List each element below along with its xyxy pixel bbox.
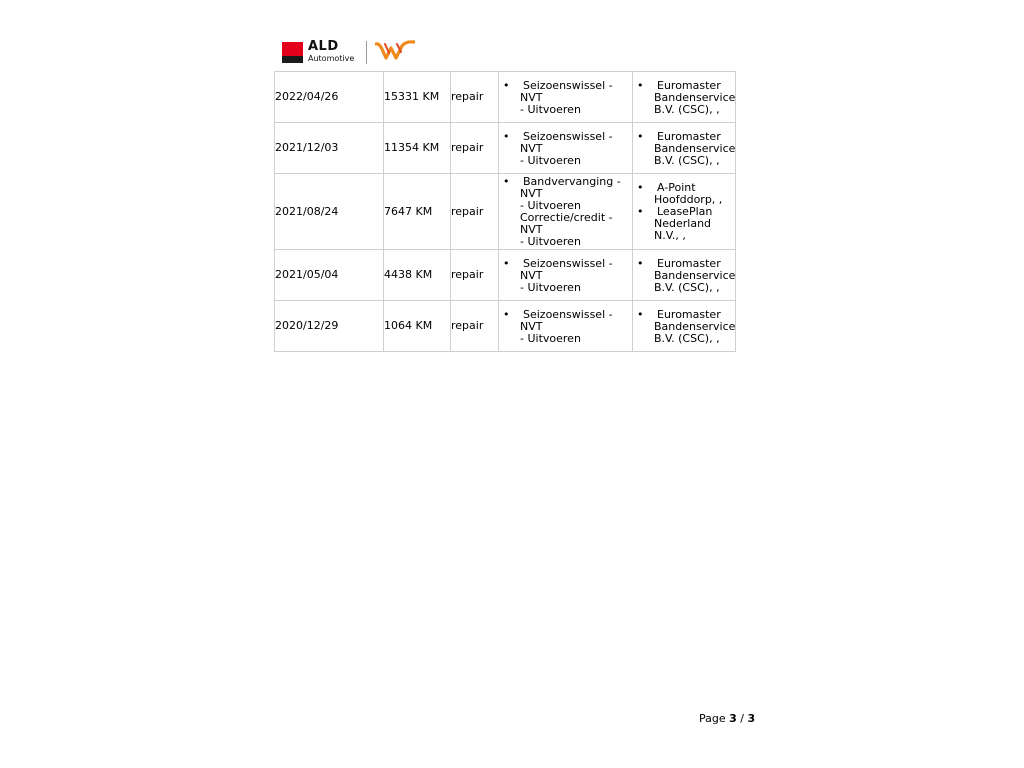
mileage-cell: 15331 KM: [384, 72, 451, 123]
supplier-cell-list: [633, 257, 735, 294]
page-separator: /: [740, 712, 745, 725]
list-item: [633, 182, 735, 206]
work-cell: [499, 250, 633, 301]
table-row: [275, 174, 736, 250]
supplier-cell: [633, 123, 736, 174]
list-item: [499, 258, 632, 294]
list-item-line: • Seizoenswissel -: [523, 256, 613, 270]
brand-name: ALD: [308, 39, 339, 54]
list-item-line: - Uitvoeren: [520, 102, 581, 116]
page-label: Page: [699, 712, 726, 725]
ald-logo-icon: [282, 42, 303, 63]
work-cell: [499, 301, 633, 352]
maintenance-history-table: [274, 71, 736, 352]
table-row: [275, 301, 736, 352]
supplier-cell-list: [633, 181, 735, 242]
list-item-line: Bandenservice: [654, 319, 736, 333]
total-pages: 3: [747, 712, 756, 725]
list-item-line: • A-Point: [657, 181, 696, 194]
supplier-cell: [633, 250, 736, 301]
mileage-cell: 7647 KM: [384, 174, 451, 250]
list-item-line: Correctie/credit -: [520, 211, 613, 224]
mileage-cell: 11354 KM: [384, 123, 451, 174]
list-item-line: B.V. (CSC), ,: [654, 153, 720, 167]
page-number: [699, 712, 755, 725]
date-cell: 2021/12/03: [275, 123, 384, 174]
list-item: [633, 258, 735, 294]
type-cell: repair: [451, 72, 499, 123]
list-item: [499, 309, 632, 345]
list-item-line: - Uitvoeren: [520, 199, 581, 212]
work-cell-list: [499, 79, 632, 116]
list-item-line: NVT: [520, 187, 543, 200]
w-logo-icon: [375, 40, 415, 64]
list-item-line: B.V. (CSC), ,: [654, 280, 720, 294]
current-page: 3: [729, 712, 737, 725]
list-item-line: B.V. (CSC), ,: [654, 331, 720, 345]
list-item-line: Bandenservice: [654, 268, 736, 282]
list-item-line: • Seizoenswissel -: [523, 129, 613, 143]
list-item-line: • Euromaster: [657, 78, 721, 92]
list-item-line: - Uitvoeren: [520, 280, 581, 294]
list-item-line: - Uitvoeren: [520, 153, 581, 167]
list-item: [633, 206, 735, 242]
list-item: [499, 131, 632, 167]
work-cell-list: [499, 257, 632, 294]
table-row: [275, 72, 736, 123]
brand-subtitle: Automotive: [308, 54, 355, 63]
type-cell: repair: [451, 123, 499, 174]
list-item-line: NVT: [520, 319, 543, 333]
work-cell: [499, 174, 633, 250]
list-item-line: - Uitvoeren: [520, 235, 581, 248]
work-cell: [499, 72, 633, 123]
list-item-line: NVT: [520, 90, 543, 104]
list-item-line: • Bandvervanging -: [523, 175, 621, 188]
work-cell-list: [499, 130, 632, 167]
list-item-line: • Seizoenswissel -: [523, 307, 613, 321]
work-cell-list: [499, 308, 632, 345]
list-item-line: • Euromaster: [657, 256, 721, 270]
list-item: [633, 131, 735, 167]
supplier-cell-list: [633, 79, 735, 116]
mileage-cell: 4438 KM: [384, 250, 451, 301]
list-item-line: - Uitvoeren: [520, 331, 581, 345]
list-item: [499, 176, 632, 248]
list-item-line: Bandenservice: [654, 90, 736, 104]
list-item-line: NVT: [520, 141, 543, 155]
list-item-line: • Seizoenswissel -: [523, 78, 613, 92]
date-cell: 2021/05/04: [275, 250, 384, 301]
list-item-line: Nederland: [654, 217, 712, 230]
list-item: [499, 80, 632, 116]
date-cell: 2020/12/29: [275, 301, 384, 352]
type-cell: repair: [451, 250, 499, 301]
page-header: [282, 40, 422, 66]
supplier-cell: [633, 72, 736, 123]
supplier-cell-list: [633, 308, 735, 345]
list-item-line: NVT: [520, 223, 543, 236]
type-cell: repair: [451, 174, 499, 250]
logo-divider: [366, 41, 367, 64]
work-cell: [499, 123, 633, 174]
supplier-cell: [633, 301, 736, 352]
list-item-line: • Euromaster: [657, 307, 721, 321]
type-cell: repair: [451, 301, 499, 352]
list-item-line: B.V. (CSC), ,: [654, 102, 720, 116]
work-cell-list: [499, 175, 632, 248]
supplier-cell-list: [633, 130, 735, 167]
list-item: [633, 309, 735, 345]
list-item: [633, 80, 735, 116]
list-item-line: N.V., ,: [654, 229, 686, 242]
supplier-cell: [633, 174, 736, 250]
list-item-line: Hoofddorp, ,: [654, 193, 723, 206]
table-row: [275, 250, 736, 301]
table-row: [275, 123, 736, 174]
mileage-cell: 1064 KM: [384, 301, 451, 352]
list-item-line: Bandenservice: [654, 141, 736, 155]
list-item-line: NVT: [520, 268, 543, 282]
list-item-line: • Euromaster: [657, 129, 721, 143]
list-item-line: • LeasePlan: [657, 205, 713, 218]
date-cell: 2021/08/24: [275, 174, 384, 250]
date-cell: 2022/04/26: [275, 72, 384, 123]
